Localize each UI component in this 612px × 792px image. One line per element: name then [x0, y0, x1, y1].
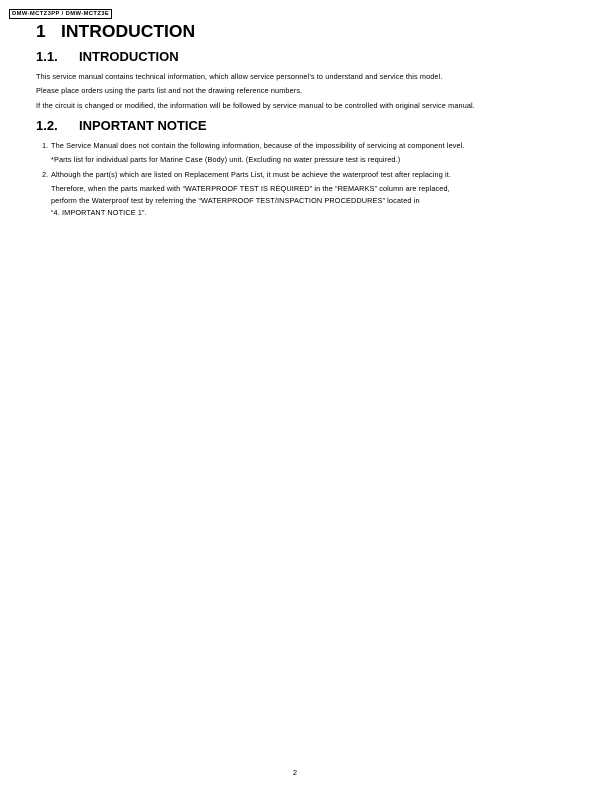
section-number: 1.2. [36, 118, 58, 133]
section-title: INTRODUCTION [79, 49, 179, 64]
notice-item-line: The Service Manual does not contain the following information, because of the impossibility of servicing at component level. [51, 141, 465, 150]
chapter-heading [36, 20, 195, 42]
notice-item-line: perform the Waterproof test by referring the “WATERPROOF TEST/INSPACTION PROCEDDURES” located in [51, 196, 420, 205]
intro-paragraph: This service manual contains technical information, which allow service personnel's to understand and service this model. [36, 72, 443, 81]
intro-paragraph: Please place orders using the parts list and not the drawing reference numbers. [36, 86, 303, 95]
chapter-title: INTRODUCTION [61, 21, 196, 41]
section-number: 1.1. [36, 49, 58, 64]
section-heading-introduction [36, 49, 179, 65]
section-title: INPORTANT NOTICE [79, 118, 207, 133]
page-number: 2 [292, 768, 298, 777]
intro-paragraph: If the circuit is changed or modified, the information will be followed by service manual to be controlled with original service manual. [36, 101, 475, 110]
section-heading-notice [36, 118, 207, 134]
notice-item-line: Although the part(s) which are listed on Replacement Parts List, it must be achieve the waterproof test after replacing it. [51, 170, 452, 179]
notice-item-number: 2. [42, 170, 49, 179]
notice-item-line: Therefore, when the parts marked with “WATERPROOF TEST IS REQUIRED” in the “REMARKS” column are replaced, [51, 184, 450, 193]
chapter-number: 1 [36, 21, 46, 41]
notice-item-line: “4. IMPORTANT NOTICE 1”. [51, 208, 147, 217]
notice-item-number: 1. [42, 141, 49, 150]
model-number-tag: DMW-MCTZ3PP / DMW-MCTZ3E [9, 9, 112, 19]
notice-item-line: *Parts list for individual parts for Marine Case (Body) unit. (Excluding no water pressure test is required.) [51, 155, 401, 164]
